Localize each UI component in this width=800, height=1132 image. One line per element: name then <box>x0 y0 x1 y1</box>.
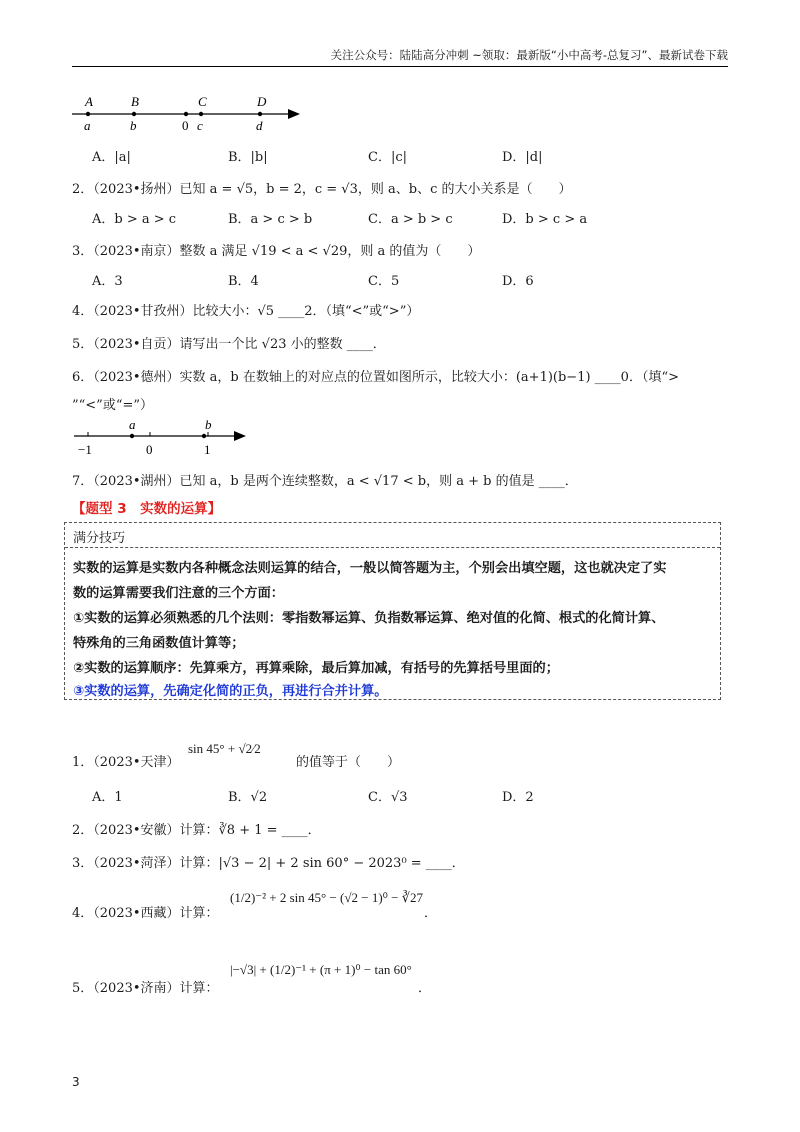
point-a <box>130 434 134 438</box>
q1-option-c: C．|c| <box>368 150 407 165</box>
nl1-upper-label-1: B <box>131 94 139 109</box>
q2-option-a: A．b > a > c <box>92 212 177 227</box>
tips-line-3: ①实数的运算必须熟悉的几个法则：零指数幂运算、负指数幂运算、绝对值的化简、根式的化简计算、 <box>73 611 665 626</box>
nl1-point-2 <box>184 112 188 116</box>
p3-stem: 3．（2023•菏泽）计算：|√3 − 2| + 2 sin 60° − 2023⁰ = ____． <box>72 856 465 871</box>
q3-option-d: D．6 <box>502 274 534 289</box>
q6-stem-line2: ”“<”或“=”） <box>72 398 154 413</box>
header-rule <box>72 66 728 67</box>
p4-prefix: 4．（2023•西藏）计算： <box>72 906 219 921</box>
point-b <box>202 434 206 438</box>
number-line-2 <box>72 417 262 460</box>
q1-option-b: B．|b| <box>228 150 268 165</box>
nl1-upper-label-4: D <box>257 94 267 109</box>
p1-suffix: 的值等于（ ） <box>296 755 401 770</box>
section-title: 【题型 3 实数的运算】 <box>72 501 222 517</box>
q7-stem: 7．（2023•湖州）已知 a，b 是两个连续整数，a < √17 < b，则 a + b 的值是 ____． <box>72 474 578 489</box>
p2-stem: 2．（2023•安徽）计算：∛8 + 1 = ____． <box>72 823 321 838</box>
q2-option-b: B．a > c > b <box>228 212 313 227</box>
tips-line-5: ②实数的运算顺序：先算乘方，再算乘除，最后算加减，有括号的先算括号里面的； <box>73 661 559 676</box>
nl1-point-0 <box>86 112 90 116</box>
tips-divider <box>65 547 720 548</box>
q3-option-a: A．3 <box>92 274 123 289</box>
label-a: a <box>129 417 136 432</box>
tick-0: 0 <box>146 442 153 457</box>
p1-option-b: B．√2 <box>228 790 268 805</box>
q1-option-a: A．|a| <box>92 150 131 165</box>
tips-line-4: 特殊角的三角函数值计算等； <box>73 636 245 651</box>
p4-expression: (1/2)⁻² + 2 sin 45° − (√2 − 1)⁰ − ∛27 <box>230 890 424 905</box>
q3-stem: 3．（2023•南京）整数 a 满足 √19 < a < √29，则 a 的值为（ ） <box>72 244 481 259</box>
nl1-upper-label-0: A <box>85 94 93 109</box>
tips-line-6: ③实数的运算，先确定化简的正负，再进行合并计算。 <box>73 684 388 699</box>
tips-line-2: 数的运算需要我们注意的三个方面： <box>73 586 284 601</box>
q1-option-d: D．|d| <box>502 150 543 165</box>
tick-1: 1 <box>204 442 211 457</box>
q2-option-d: D．b > c > a <box>502 212 588 227</box>
label-b: b <box>205 417 212 432</box>
nl1-lower-label-2: 0 <box>182 118 189 133</box>
tick-neg1: −1 <box>78 442 92 457</box>
q3-option-c: C．5 <box>368 274 400 289</box>
p1-prefix: 1．（2023•天津） <box>72 755 180 770</box>
tips-title: 满分技巧 <box>73 531 126 546</box>
p1-option-c: C．√3 <box>368 790 408 805</box>
nl1-lower-label-1: b <box>130 118 137 133</box>
p1-option-d: D．2 <box>502 790 534 805</box>
nl1-point-1 <box>132 112 136 116</box>
p5-expression: |−√3| + (1/2)⁻¹ + (π + 1)⁰ − tan 60° <box>230 962 412 977</box>
nl1-lower-label-4: d <box>256 118 263 133</box>
nl1-point-4 <box>258 112 262 116</box>
nl1-lower-label-0: a <box>84 118 91 133</box>
p5-end: ． <box>418 981 432 996</box>
q6-stem-line1: 6．（2023•德州）实数 a，b 在数轴上的对应点的位置如图所示，比较大小：(a+1)(b−1) ____0．（填“> <box>72 370 679 385</box>
q2-option-c: C．a > b > c <box>368 212 453 227</box>
tips-line-1: 实数的运算是实数内各种概念法则运算的结合，一般以简答题为主，个别会出填空题，这也就决定了实 <box>73 561 667 576</box>
q3-option-b: B．4 <box>228 274 259 289</box>
page-header: 关注公众号：陆陆高分冲刺 ~领取：最新版“小中高考-总复习”、最新试卷下载 <box>330 48 728 62</box>
nl1-lower-label-3: c <box>197 118 203 133</box>
nl1-upper-label-3: C <box>198 94 207 109</box>
q4-stem: 4．（2023•甘孜州）比较大小：√5 ____2．（填“<”或“>”） <box>72 304 420 319</box>
p1-option-a: A．1 <box>92 790 123 805</box>
number-line-1 <box>70 92 310 132</box>
nl1-point-3 <box>199 112 203 116</box>
page-number: 3 <box>72 1075 80 1089</box>
p1-expression: sin 45° + √2⁄2 <box>188 741 261 756</box>
q2-stem: 2．（2023•扬州）已知 a = √5，b = 2，c = √3，则 a、b、c 的大小关系是（ ） <box>72 182 572 197</box>
q5-stem: 5．（2023•自贡）请写出一个比 √23 小的整数 ____． <box>72 337 386 352</box>
p4-end: ． <box>424 906 438 921</box>
tips-box <box>64 522 721 700</box>
p5-prefix: 5．（2023•济南）计算： <box>72 981 219 996</box>
